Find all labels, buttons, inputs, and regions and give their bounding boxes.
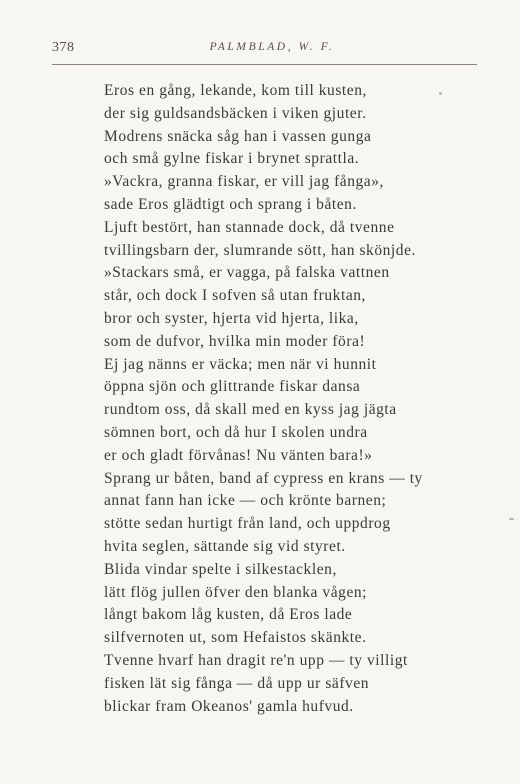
poem-line: silfvernoten ut, som Hefaistos skänkte. <box>104 629 367 647</box>
poem-line: Blida vindar spelte i silkestacklen, <box>104 560 337 578</box>
poem-line: Sprang ur båten, band af cypress en krans — ty <box>104 469 423 487</box>
poem-line: fisken lät sig fånga — då upp ur säfven <box>104 674 370 692</box>
poem-line: Eros en gång, lekande, kom till kusten, <box>104 82 367 99</box>
poem-line: blickar fram Okeanos' gamla hufvud. <box>104 697 354 715</box>
poem-line: och små gylne fiskar i brynet sprattla. <box>104 150 360 168</box>
poem-line: »Stackars små, er vagga, på falska vattnen <box>104 264 390 282</box>
poem-line: tvillingsbarn der, slumrande sött, han skönjde. <box>104 241 416 259</box>
header-rule <box>52 64 477 65</box>
poem-line: annat fann han icke — och krönte barnen; <box>104 492 387 510</box>
poem-line: er och gladt förvånas! Nu vänten bara!» <box>104 446 373 464</box>
poem-line: som de dufvor, hvilka min moder föra! <box>104 332 366 350</box>
poem-line: står, och dock I sofven så utan fruktan, <box>104 287 366 305</box>
poem-line: öppna sjön och glittrande fiskar dansa <box>104 378 361 396</box>
poem-line: der sig guldsandsbäcken i viken gjuter. <box>104 104 367 122</box>
poem-line: lätt flög jullen öfver den blanka vågen; <box>104 583 368 601</box>
poem-line: Tvenne hvarf han dragit re'n upp — ty villigt <box>104 651 408 669</box>
poem-line: Modrens snäcka såg han i vassen gunga <box>104 127 372 145</box>
poem-line: långt bakom låg kusten, då Eros lade <box>104 606 353 624</box>
poem-line: stötte sedan hurtigt från land, och uppdrog <box>104 515 391 533</box>
paper-speck <box>439 92 442 95</box>
poem-line: »Vackra, granna fiskar, er vill jag fånga», <box>104 173 384 191</box>
poem-line: hvita seglen, sättande sig vid styret. <box>104 537 346 555</box>
poem-line: sömnen bort, och då hur I skolen undra <box>104 423 368 441</box>
page-header <box>52 40 492 60</box>
running-head: PALMBLAD, W. F. <box>209 41 335 53</box>
page-number: 378 <box>52 40 75 55</box>
poem-line: rundtom oss, då skall med en kyss jag jägta <box>104 401 397 419</box>
poem-line: bror och syster, hjerta vid hjerta, lika, <box>104 309 359 327</box>
paper-speck <box>509 518 514 520</box>
poem-text <box>104 80 504 718</box>
poem-line: sade Eros glädtigt och sprang i båten. <box>104 195 357 213</box>
poem-line: Ej jag nänns er väcka; men när vi hunnit <box>104 355 377 373</box>
poem-line: Ljuft bestört, han stannade dock, då tvenne <box>104 218 395 236</box>
